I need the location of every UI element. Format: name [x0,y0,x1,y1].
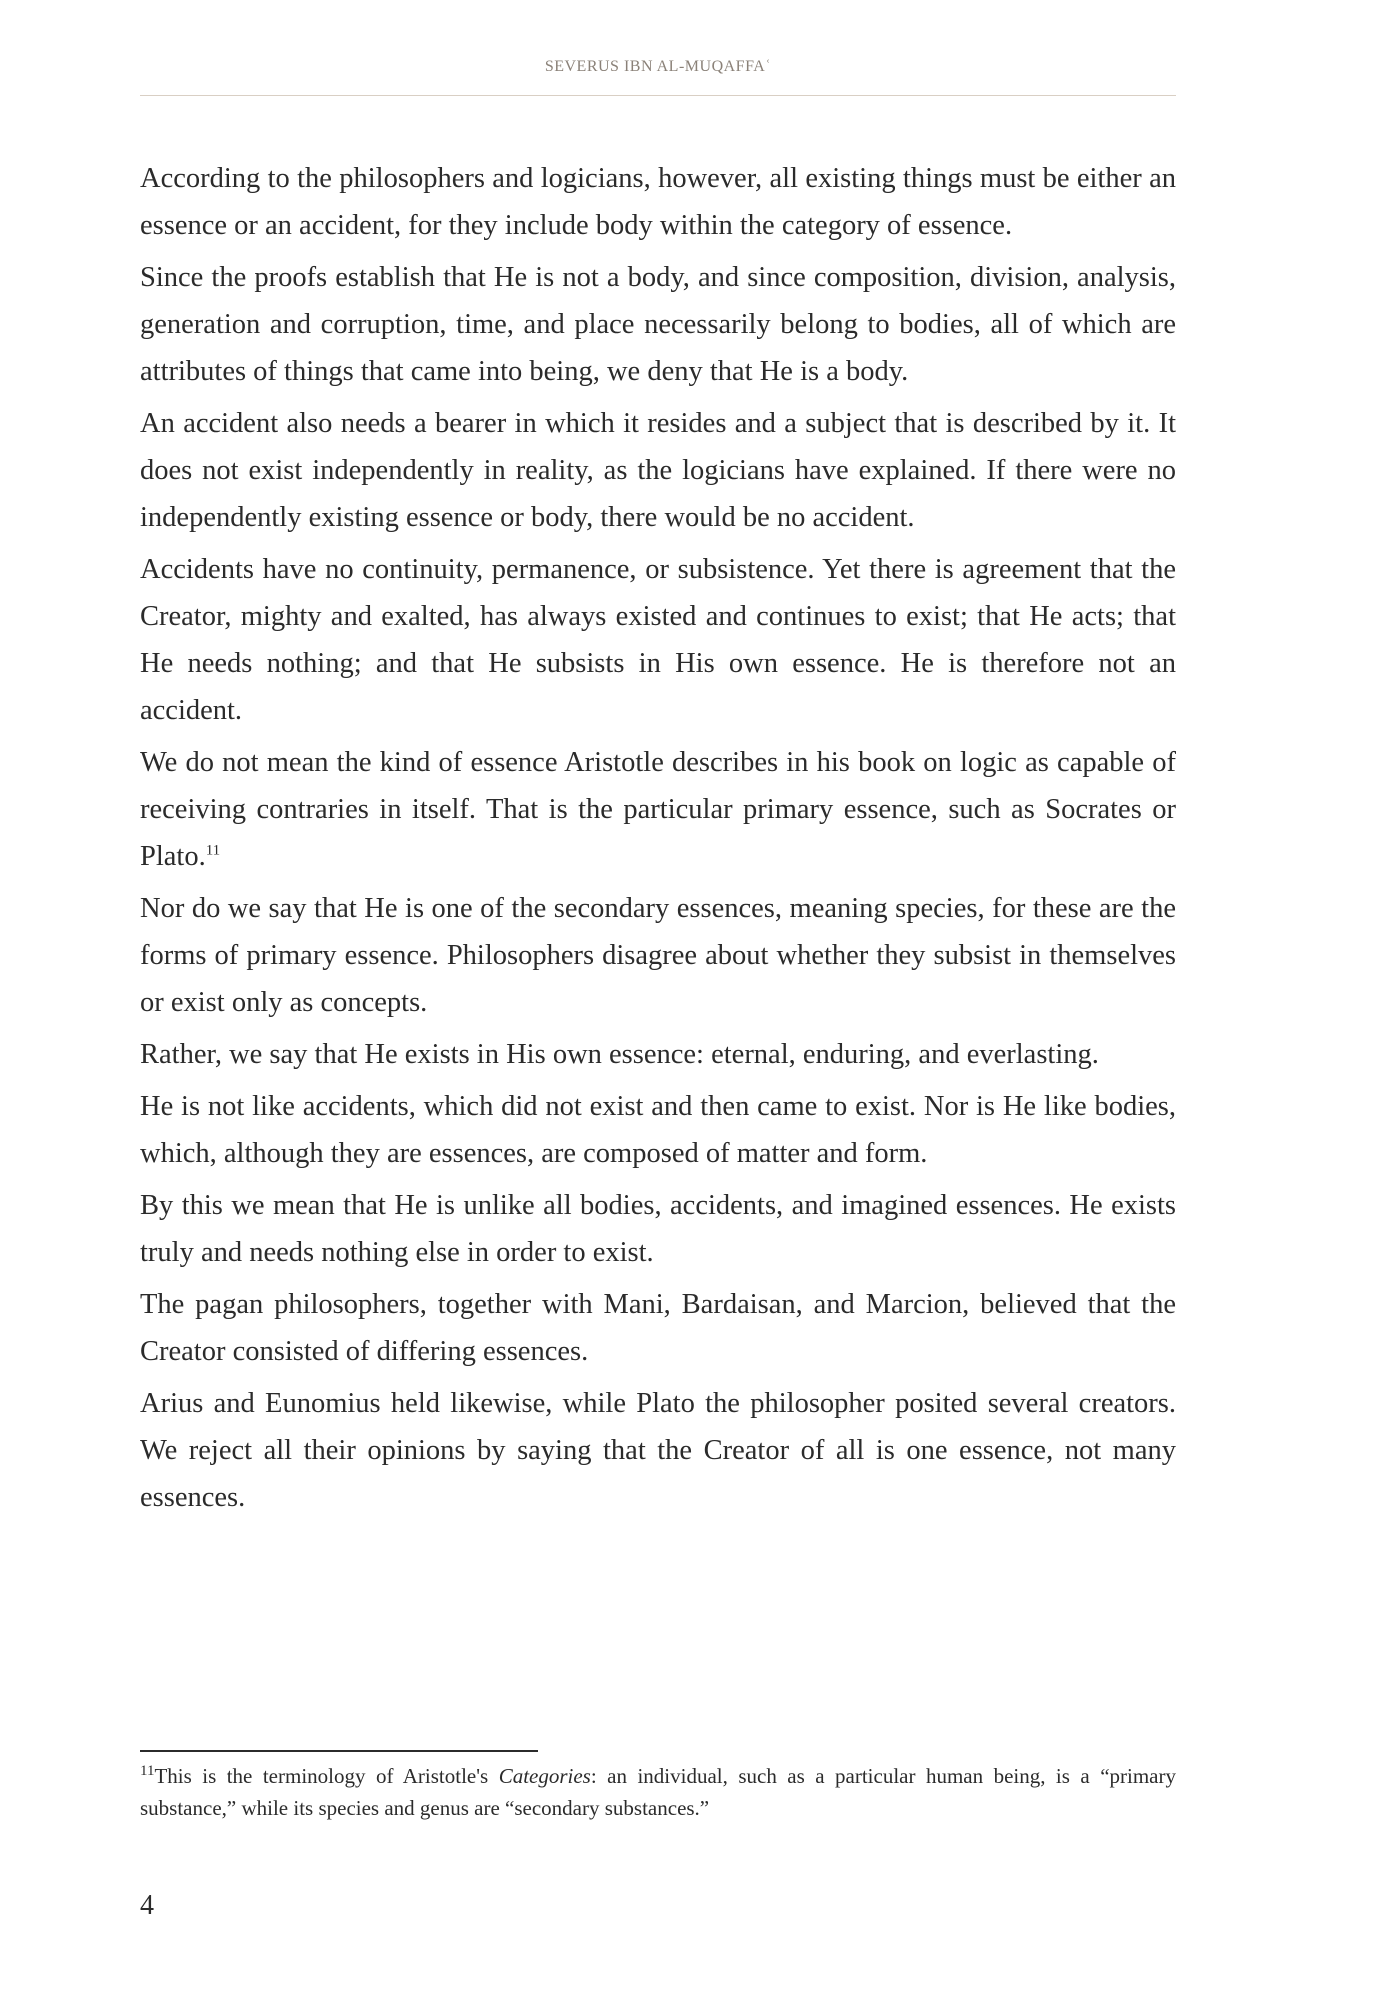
footnote-text: : an individual, such as a particular human being, is a “primary substance,” while its species and genus are “secondary substances.” [140,1764,1176,1820]
paragraph: Accidents have no continuity, permanence, or subsistence. Yet there is agreement that the Creator, mighty and exalted, has always existed and continues to exist; that He acts; that He needs nothing; and that He subsists in His own essence. He is therefore not an accident. [140,554,1176,726]
page-number: 4 [140,1890,154,1921]
paragraph: Nor do we say that He is one of the secondary essences, meaning species, for these are the forms of primary essence. Philosophers disagree about whether they subsist in themselves or exist only as concepts. [140,893,1176,1018]
paragraph: Arius and Eunomius held likewise, while Plato the philosopher posited several creators. We reject all their opinions by saying that the Creator of all is one essence, not many essences. [140,1388,1176,1513]
running-head: SEVERUS IBN AL-MUQAFFAʿ [544,58,772,75]
paragraph [140,739,1176,880]
paragraph: The pagan philosophers, together with Mani, Bardaisan, and Marcion, believed that the Creator consisted of differing essences. [140,1289,1176,1367]
header-rule [140,95,1176,96]
footnote-book-title: Categories [498,1764,591,1788]
paragraph: Since the proofs establish that He is not a body, and since composition, division, analysis, generation and corruption, time, and place necessarily belong to bodies, all of which are attributes of things that came into being, we deny that He is a body. [140,262,1176,387]
footnote [140,1760,1176,1824]
paragraph: By this we mean that He is unlike all bodies, accidents, and imagined essences. He exists truly and needs nothing else in order to exist. [140,1190,1176,1268]
footnote-reference[interactable]: 11 [205,842,221,859]
paragraph: Rather, we say that He exists in His own essence: eternal, enduring, and everlasting. [140,1039,1099,1070]
paragraph: An accident also needs a bearer in which it resides and a subject that is described by it. It does not exist independently in reality, as the logicians have explained. If there were no independently existing essence or body, there would be no accident. [140,408,1176,533]
paragraph-text: We do not mean the kind of essence Aristotle describes in his book on logic as capable of receiving contraries in itself. That is the particular primary essence, such as Socrates or Plato. [140,747,1176,872]
paragraph: According to the philosophers and logicians, however, all existing things must be either an essence or an accident, for they include body within the category of essence. [140,163,1176,241]
paragraph: He is not like accidents, which did not exist and then came to exist. Nor is He like bodies, which, although they are essences, are composed of matter and form. [140,1091,1176,1169]
footnote-rule [140,1750,538,1752]
body-text [140,155,1176,1526]
footnote-text: This is the terminology of Aristotle's [154,1764,499,1788]
footnote-number: 11 [140,1763,155,1779]
